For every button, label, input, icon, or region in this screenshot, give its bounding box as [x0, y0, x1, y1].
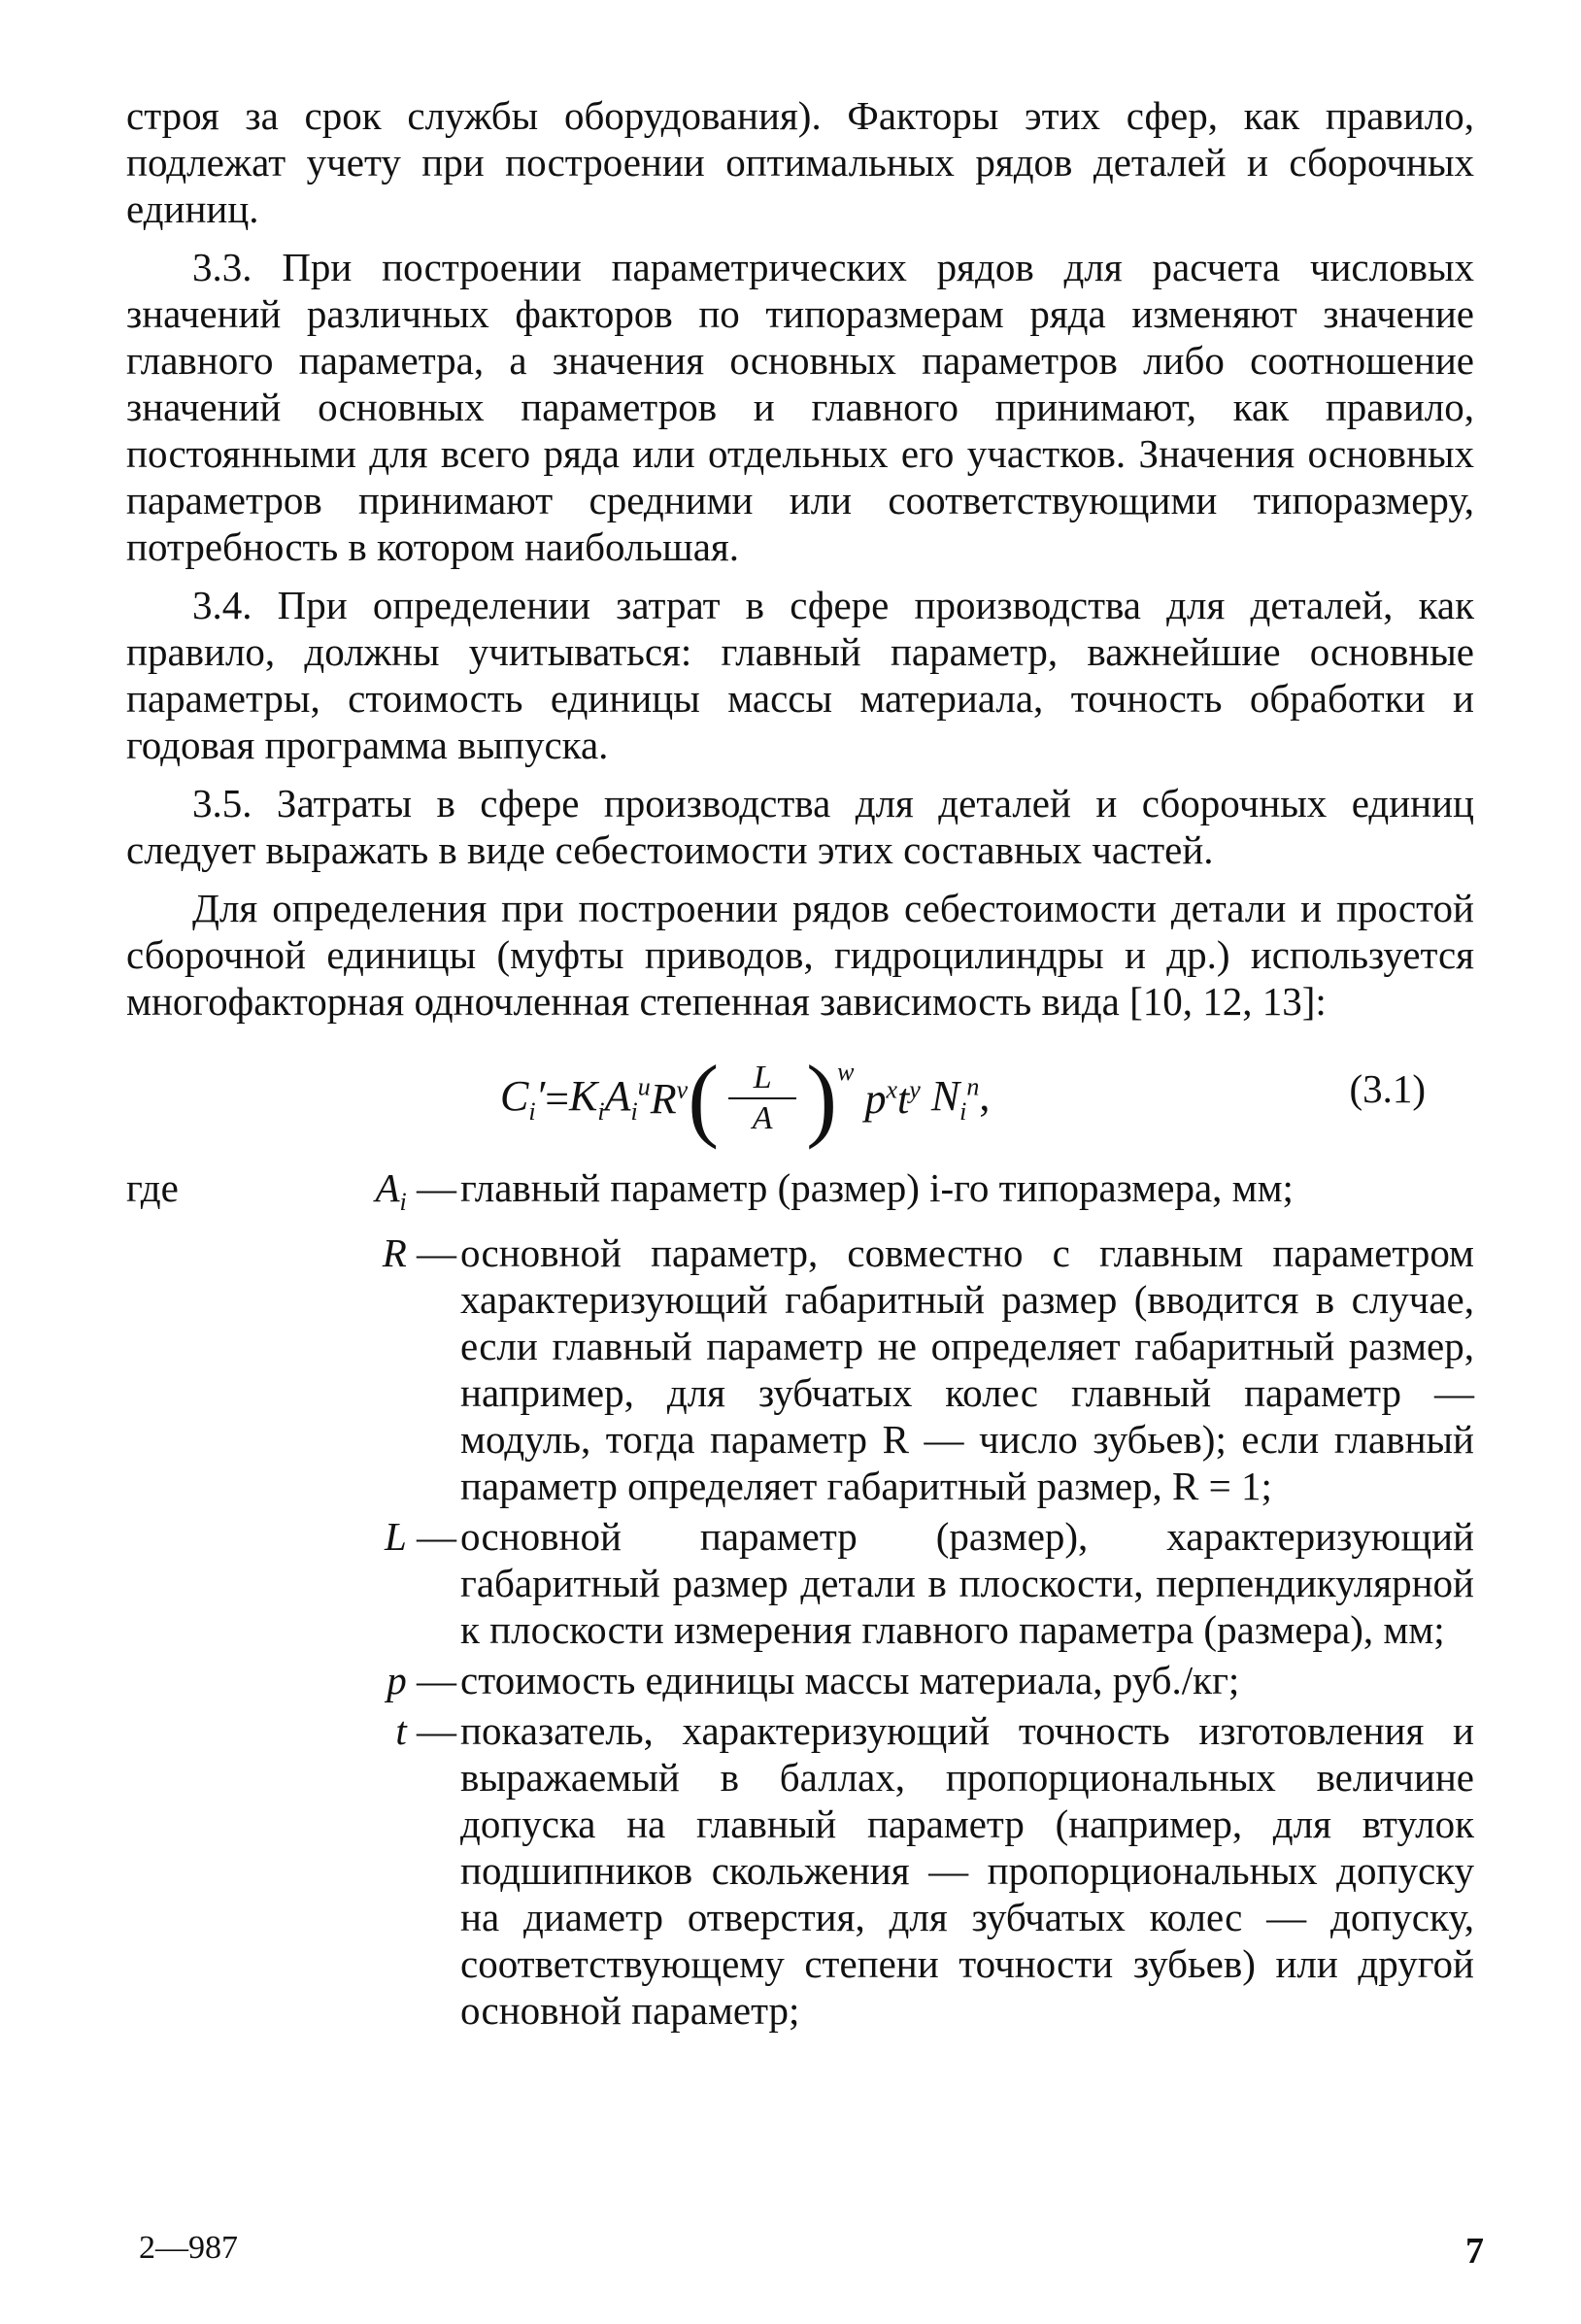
definition-item	[126, 1229, 1474, 1509]
definitions-list	[126, 1164, 1474, 2034]
definition-symbol: t —	[395, 1708, 456, 1754]
formula-paren-exponent: w	[837, 1058, 855, 1086]
formula-t: $t^y$	[897, 1074, 921, 1123]
formula	[500, 1046, 991, 1150]
formula-lhs: $C_i'$	[500, 1071, 546, 1126]
formula-fraction	[728, 1059, 796, 1138]
formula-n: $N_i^n$,	[930, 1071, 991, 1126]
paragraph: строя за срок службы оборудования). Факторы этих сфер, как правило, подлежат учету при построении оптимальных рядов деталей и сборочных единиц.	[126, 93, 1474, 231]
definition-text: стоимость единицы массы материала, руб./кг;	[460, 1658, 1240, 1703]
page-number: 7	[1465, 2231, 1484, 2272]
definition-text: основной параметр (размер), характеризующий габаритный размер детали в плоскости, перпендикулярной к плоскости измерения главного параметра (размера), мм;	[460, 1514, 1474, 1653]
body-text	[126, 92, 1474, 1025]
definition-symbol: R —	[382, 1230, 456, 1276]
paragraph: Для определения при построении рядов себестоимости детали и простой сборочной единицы (муфты приводов, гидроцилиндры и др.) используется многофакторная одночленная степенная зависимость вида [10, 12, 13]:	[126, 886, 1474, 1024]
formula-paren-close: )	[806, 1046, 838, 1150]
definition-item	[126, 1164, 1474, 1226]
formula-a: $A_i^u$	[604, 1071, 651, 1126]
definition-text: основной параметр, совместно с главным параметром характеризующий габаритный размер (вводится в случае, если главный параметр не определяет габаритный размер, например, для зубчатых колес главный параметр — модуль, тогда параметр R — число зубьев); если главный параметр определяет габаритный размер, R = 1;	[460, 1230, 1474, 1509]
definition-symbol: $A_i$ —	[375, 1165, 456, 1217]
definition-item	[126, 1657, 1474, 1703]
formula-equals: =	[545, 1074, 570, 1123]
equation-number: (3.1)	[1349, 1066, 1426, 1111]
page-footer	[139, 2230, 1484, 2273]
formula-paren-open: (	[688, 1046, 720, 1150]
definition-text: главный параметр (размер) i-го типоразмера, мм;	[460, 1165, 1294, 1210]
definition-text: показатель, характеризующий точность изготовления и выражаемый в баллах, пропорциональных величине допуска на главный параметр (например, для втулок подшипников скольжения — пропорциональных допуску на диаметр отверстия, для зубчатых колес — допуску, соответствующему степени точности зубьев) или другой основной параметр;	[460, 1708, 1474, 2034]
fraction-denominator: A	[752, 1100, 773, 1136]
definition-item	[126, 1707, 1474, 2034]
paragraph: 3.3. При построении параметрических рядов для расчета числовых значений различных факторов по типоразмерам ряда изменяют значение главного параметра, а значения основных параметров либо соотношение значений основных параметров и главного принимают, как правило, постоянными для всего ряда или отдельных его участков. Значения основных параметров принимают средними или соответствующими типоразмеру, потребность в котором наибольшая.	[126, 245, 1474, 569]
definition-symbol: p —	[387, 1658, 456, 1703]
formula-k: $K_i$	[569, 1071, 605, 1126]
paragraph: 3.4. При определении затрат в сфере производства для деталей, как правило, должны учитываться: главный параметр, важнейшие основные параметры, стоимость единицы массы материала, точность обработки и годовая программа выпуска.	[126, 583, 1474, 767]
formula-r: $R^v$	[650, 1074, 689, 1123]
formula-row	[126, 1036, 1474, 1153]
paragraph: 3.5. Затраты в сфере производства для деталей и сборочных единиц следует выражать в виде себестоимости этих составных частей.	[126, 781, 1474, 872]
definition-item	[126, 1513, 1474, 1653]
fraction-numerator: L	[753, 1060, 772, 1095]
where-label: где	[126, 1165, 179, 1210]
definition-symbol: L —	[384, 1514, 456, 1560]
printer-signature: 2—987	[139, 2230, 238, 2266]
formula-p: $p^x$	[864, 1074, 898, 1123]
